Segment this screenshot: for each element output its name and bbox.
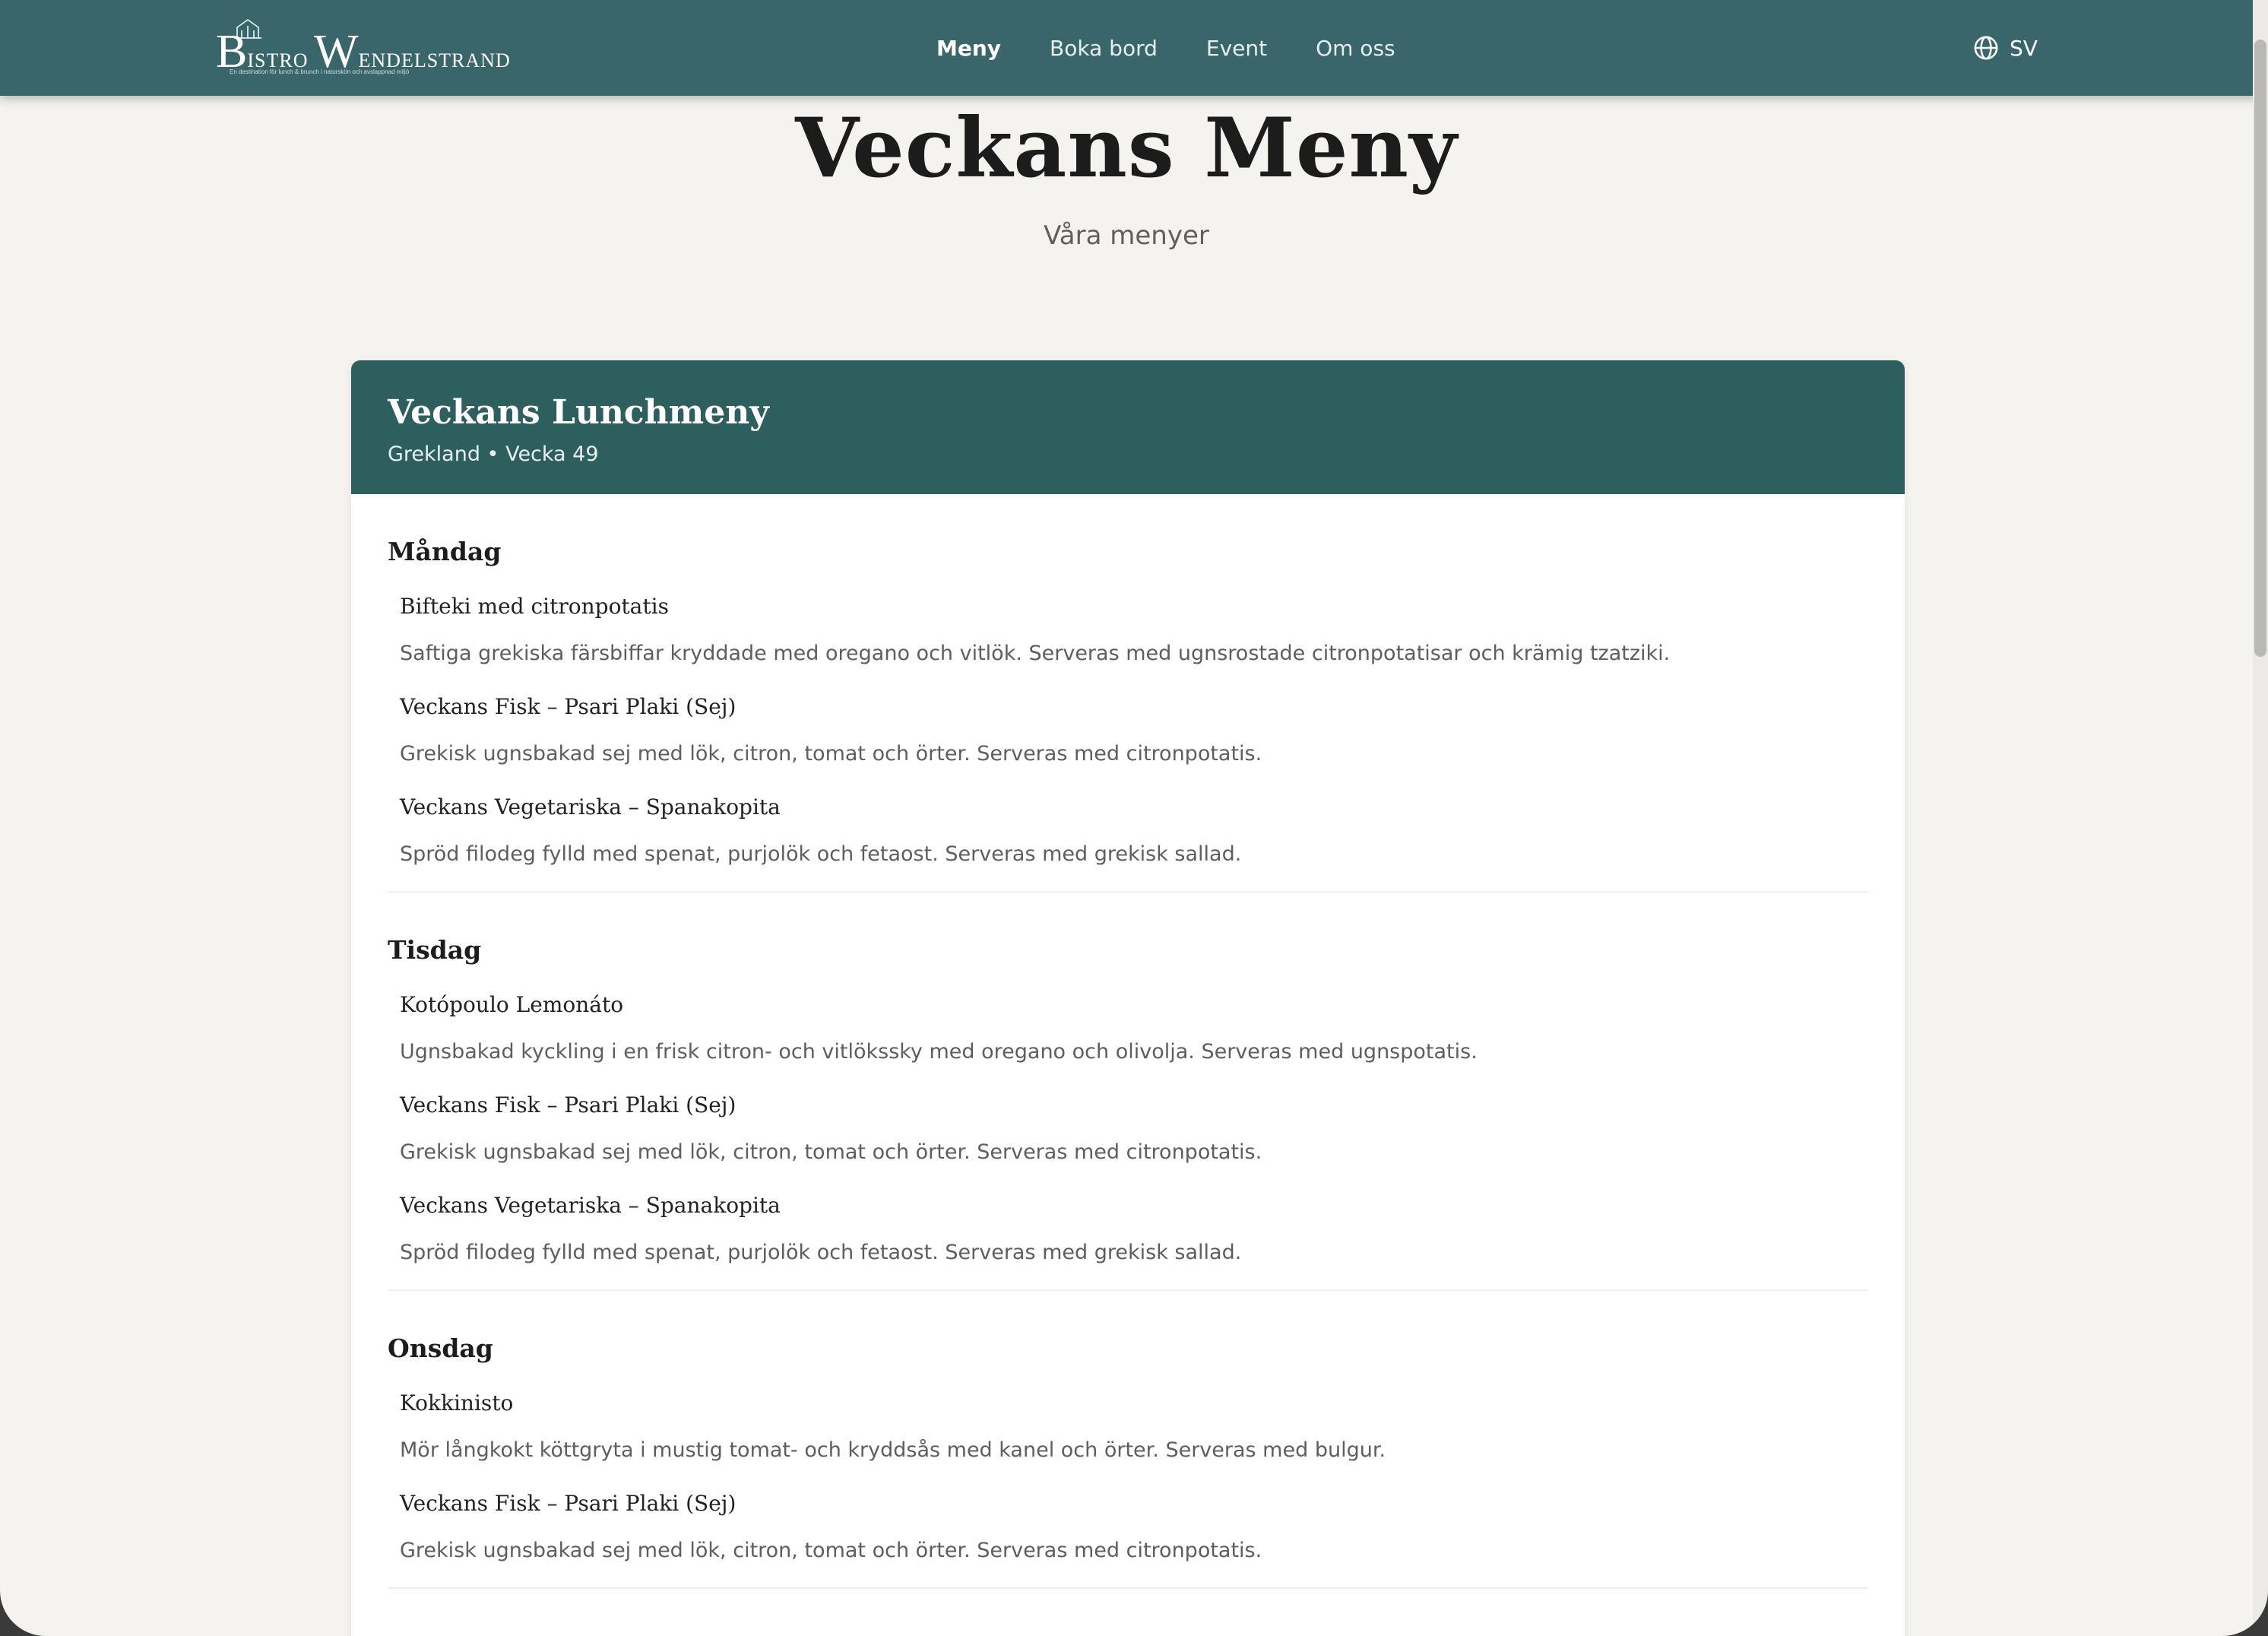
lunch-menu-card <box>351 360 1905 1636</box>
main-nav <box>936 0 1444 96</box>
nav-link-meny[interactable]: Meny <box>936 35 1002 61</box>
logo-tagline: En destination för lunch & brunch i naturskön och avslappnad miljö <box>230 68 410 75</box>
dish-description: Spröd filodeg fylld med spenat, purjolök och fetaost. Serveras med grekisk sallad. <box>400 1241 1242 1264</box>
dish-name: Kotópoulo Lemonáto <box>400 992 624 1017</box>
nav-link-event[interactable]: Event <box>1205 35 1268 61</box>
nav-link-boka-bord[interactable]: Boka bord <box>1050 35 1158 61</box>
language-switcher[interactable] <box>1973 30 2038 65</box>
menu-card-subtitle: Grekland • Vecka 49 <box>388 442 599 466</box>
dish-item <box>388 1490 1868 1565</box>
dish-item <box>388 794 1868 868</box>
dish-item <box>388 693 1868 768</box>
menu-card-title: Veckans Lunchmeny <box>388 393 769 432</box>
top-navbar <box>0 0 2268 96</box>
globe-icon <box>1973 35 1999 61</box>
day-name: Måndag <box>388 537 502 566</box>
dish-item <box>388 593 1868 667</box>
dish-item <box>388 1092 1868 1166</box>
dish-description: Saftiga grekiska färsbiffar kryddade med oregano och vitlök. Serveras med ugnsrostade citronpotatisar och krämig tzatziki. <box>400 642 1671 665</box>
nav-link-om-oss[interactable]: Om oss <box>1316 35 1395 61</box>
menu-card-body <box>351 494 1905 1589</box>
dish-description: Ugnsbakad kyckling i en frisk citron- och vitlökssky med oregano och olivolja. Serveras med ugnspotatis. <box>400 1040 1478 1064</box>
dish-name: Veckans Fisk – Psari Plaki (Sej) <box>400 1092 736 1118</box>
menu-card-header <box>351 360 1905 494</box>
dish-description: Grekisk ugnsbakad sej med lök, citron, tomat och örter. Serveras med citronpotatis. <box>400 1539 1262 1562</box>
dish-name: Veckans Vegetariska – Spanakopita <box>400 1193 781 1218</box>
scrollbar-thumb[interactable] <box>2254 40 2266 657</box>
day-section-onsdag <box>388 1291 1868 1589</box>
dish-name: Bifteki med citronpotatis <box>400 594 669 619</box>
dish-description: Spröd filodeg fylld med spenat, purjolök och fetaost. Serveras med grekisk sallad. <box>400 842 1242 866</box>
dish-item <box>388 991 1868 1066</box>
day-section-mandag <box>388 494 1868 893</box>
logo-wordmark: BISTRO WENDELSTRAND <box>216 26 511 78</box>
dish-name: Veckans Vegetariska – Spanakopita <box>400 794 781 820</box>
dish-name: Kokkinisto <box>400 1390 514 1416</box>
site-logo[interactable] <box>214 15 511 79</box>
dish-description: Mör långkokt köttgryta i mustig tomat- och kryddsås med kanel och örter. Serveras med bulgur. <box>400 1438 1386 1462</box>
page-subtitle: Våra menyer <box>1044 220 1209 251</box>
day-name: Onsdag <box>388 1333 493 1363</box>
dish-description: Grekisk ugnsbakad sej med lök, citron, tomat och örter. Serveras med citronpotatis. <box>400 1140 1262 1164</box>
dish-name: Veckans Fisk – Psari Plaki (Sej) <box>400 694 736 719</box>
day-section-tisdag <box>388 893 1868 1291</box>
dish-item <box>388 1390 1868 1464</box>
dish-item <box>388 1192 1868 1267</box>
dish-name: Veckans Fisk – Psari Plaki (Sej) <box>400 1491 736 1516</box>
dish-description: Grekisk ugnsbakad sej med lök, citron, tomat och örter. Serveras med citronpotatis. <box>400 742 1262 766</box>
language-label: SV <box>2010 35 2038 61</box>
page-title: Veckans Meny <box>795 100 1458 196</box>
day-name: Tisdag <box>388 935 482 965</box>
